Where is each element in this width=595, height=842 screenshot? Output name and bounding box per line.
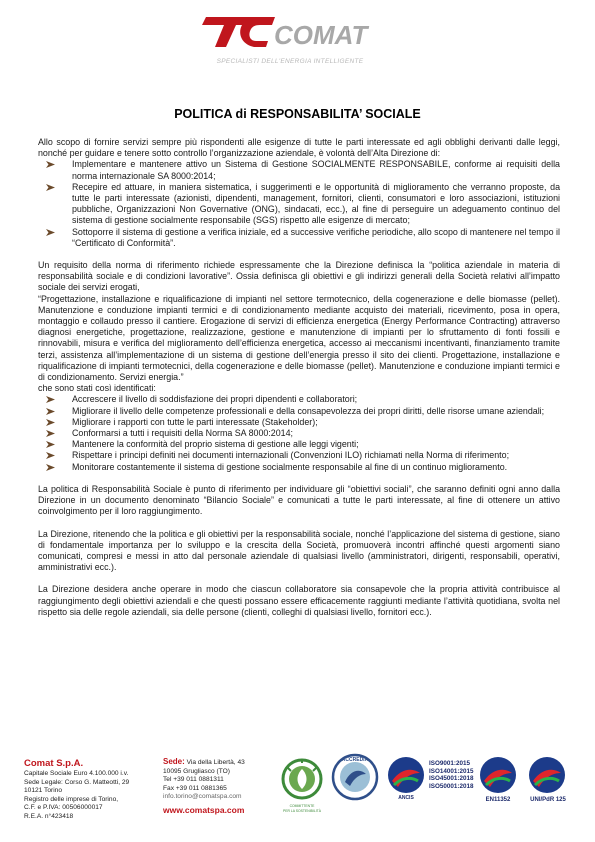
address-line: 10095 Grugliasco (TO): [163, 767, 230, 775]
list-item: Migliorare i rapporti con tutte le parti interessate (Stakeholder);: [72, 417, 560, 428]
iso-cert: ISO50001:2018: [429, 782, 474, 790]
svg-text:COMMITTENTE: COMMITTENTE: [289, 804, 315, 808]
list-item: Recepire ed attuare, in maniera sistematica, i suggerimenti e le opportunità di miglioramento che verranno proposte, da tutte le parti interessate (azionisti, dipendenti, management, fornitori, clienti, consumatori e loro associazioni, istituzioni pubbliche, Organizzazioni Non Governative (ONG), sindacati, ecc.), al fine di perseguire un adeguamento continuo del sistema di gestione socialmente responsabile (SGS) rispetto alle esigenze di mercato;: [72, 182, 560, 227]
footer-address: [163, 758, 245, 815]
arrow-bullet-icon: [46, 430, 55, 437]
list-item: Rispettare i principi definiti nei documenti internazionali (Convenzioni ILO) richiamati nella Norma di riferimento;: [72, 450, 560, 461]
scope-paragraph: “Progettazione, installazione e riqualificazione di impianti nel settore termotecnico, della cogenerazione e delle biomasse (pellet). Manutenzione e conduzione impianti termici e di condizionamento mediante acquisto dei materiali, ricevimento, posa in opera, montaggio e collaudo presso il cantiere. Erogazione di servizi di efficienza energetica (Energy Performance Contracting) attraverso diagnosi energetiche, progettazione, realizzazione, gestione e manutenzione di impianti per lo sfruttamento di fonti fossili e rinnovabili, misura e verifica del miglioramento dell’efficienza energetica, accesso ai meccanismi incentivanti, finanziamento tramite terzi, assistenza all’implementazione di un sistema di gestione dell’energia presso il sito dei clienti. Progettazione, installazione e riqualificazione di impianti termotecnici, della cogenerazione e delle biomasse (pellet). Manutenzione e conduzione impianti termici e di condizionamento. Servizi energia.”: [38, 293, 560, 383]
objectives-list: [38, 394, 560, 472]
identified-paragraph: che sono stati così identificati:: [38, 383, 156, 394]
company-line: Capitale Sociale Euro 4.100.000 i.v.: [24, 770, 129, 777]
arrow-bullet-icon: [46, 441, 55, 448]
company-line: C.F. e P.IVA: 00506000017: [24, 804, 103, 812]
iso-cert-list: [429, 760, 473, 790]
svg-text:ACCREDIA: ACCREDIA: [341, 757, 369, 763]
ancis-seal-1: [386, 755, 426, 801]
accredia-seal: [330, 752, 380, 804]
arrow-bullet-icon: [46, 452, 55, 459]
svg-text:ANCIS: ANCIS: [398, 795, 414, 801]
unipdr-cert-label: UNI/PdR 125: [530, 797, 566, 803]
intro-paragraph: Allo scopo di fornire servizi sempre più rispondenti alle esigenze di tutte le parti interessate ed agli obblighi derivanti dalle leggi, nonché per guidare e tenere sotto controllo l’organizzazione aziendale, è volontà dell’Alta Direzione di:: [38, 137, 560, 159]
company-name: Comat S.p.A.: [24, 758, 84, 769]
arrow-bullet-icon: [46, 464, 55, 471]
ancis-seal-2: [478, 755, 518, 795]
ancis-seal-3: [527, 755, 567, 795]
iso-cert: ISO14001:2015: [429, 767, 474, 775]
sede-label: Sede:: [163, 757, 185, 766]
comat-logo: [202, 14, 372, 50]
svg-text:PER LA SOSTENIBILITÀ: PER LA SOSTENIBILITÀ: [282, 809, 322, 813]
website-link[interactable]: www.comatspa.com: [163, 804, 245, 815]
arrow-bullet-icon: [46, 396, 55, 403]
list-item: Conformarsi a tutti i requisiti della Norma SA 8000:2014;: [72, 428, 560, 439]
en-cert-label: EN11352: [485, 797, 511, 803]
address-line: Tel +39 011 0881311: [163, 776, 224, 784]
list-item: Monitorare costantemente il sistema di gestione socialmente responsabile al fine di un continuo miglioramento.: [72, 462, 560, 473]
sustainability-seal: [278, 757, 326, 817]
goals-list: [38, 159, 560, 249]
email-link[interactable]: info.torino@comatspa.com: [163, 793, 242, 801]
document-body: [38, 137, 560, 618]
arrow-bullet-icon: [46, 408, 55, 415]
iso-cert: ISO45001:2018: [429, 775, 474, 783]
list-item: Sottoporre il sistema di gestione a verifica iniziale, ed a successive verifiche periodiche, allo scopo di mantenere nel tempo il “Certificato di Conformità”.: [72, 227, 560, 249]
page-title: POLITICA di RESPONSABILITA’ SOCIALE: [174, 107, 421, 121]
requirement-paragraph: Un requisito della norma di riferimento richiede espressamente che la Direzione definisca la “politica aziendale in materia di responsabilità sociale e di condizioni lavorative”. Ossia definisca gli obiettivi e gli indirizzi generali della Società relativi all’impatto sociale dei servizi erogati,: [38, 260, 560, 293]
arrow-bullet-icon: [46, 161, 55, 168]
brand-wordmark: COMAT: [274, 20, 368, 50]
company-line: Registro delle imprese di Torino,: [24, 795, 119, 803]
address-line: Fax +39 011 0881365: [163, 784, 227, 792]
list-item: Mantenere la conformità del proprio sistema di gestione alle leggi vigenti;: [72, 439, 560, 450]
arrow-bullet-icon: [46, 229, 55, 236]
company-line: Sede Legale: Corso G. Matteotti, 29: [24, 778, 130, 786]
arrow-bullet-icon: [46, 184, 55, 191]
sede-street: Via della Libertà, 43: [186, 759, 245, 766]
list-item: Implementare e mantenere attivo un Sistema di Gestione SOCIALMENTE RESPONSABILE, conforme ai requisiti della norma internazionale SA 8000:2014;: [72, 159, 560, 181]
list-item: Migliorare il livello delle competenze professionali e della consapevolezza dei propri diritti, delle risorse umane aziendali;: [72, 406, 560, 417]
social-policy-paragraph: La politica di Responsabilità Sociale è punto di riferimento per individuare gli “obiettivi sociali”, che saranno definiti ogni anno dalla Direzione in un documento denominato “Bilancio Sociale” e comunicati a tutte le parti interessate, al fine di ottenere un attivo coinvolgimento per il loro raggiungimento.: [38, 483, 560, 517]
collaborators-paragraph: La Direzione desidera anche operare in modo che ciascun collaboratore sia consapevole che la propria attività contribuisce al raggiungimento degli obiettivi aziendali e che questi possano essere efficacemente raggiunti mediante l’attività quotidiana, svolta nel rispetto sia delle regole aziendali, sia delle persone (clienti, colleghi di qualsiasi livello, fornitori ecc.).: [38, 584, 560, 617]
tagline: SPECIALISTI DELL'ENERGIA INTELLIGENTE: [216, 58, 364, 65]
management-paragraph: La Direzione, ritenendo che la politica e gli obiettivi per la responsabilità sociale, nonché l’applicazione del sistema di gestione, siano di fondamentale importanza per lo sviluppo e la crescita della Società, promuoverà incontri affinché questi argomenti siano comunicati, compresi e messi in atto dal personale aziendale di qualsiasi livello (amministratori, dirigenti, responsabili, operativi, amministrativi ecc.).: [38, 528, 560, 573]
list-item: Accrescere il livello di soddisfazione dei propri dipendenti e collaboratori;: [72, 394, 560, 405]
arrow-bullet-icon: [46, 419, 55, 426]
company-line: 10121 Torino: [24, 787, 63, 795]
footer-company-info: [24, 758, 129, 822]
iso-cert: ISO9001:2015: [429, 760, 470, 767]
page-header: [0, 0, 595, 80]
company-line: R.E.A. n°423418: [24, 812, 74, 820]
